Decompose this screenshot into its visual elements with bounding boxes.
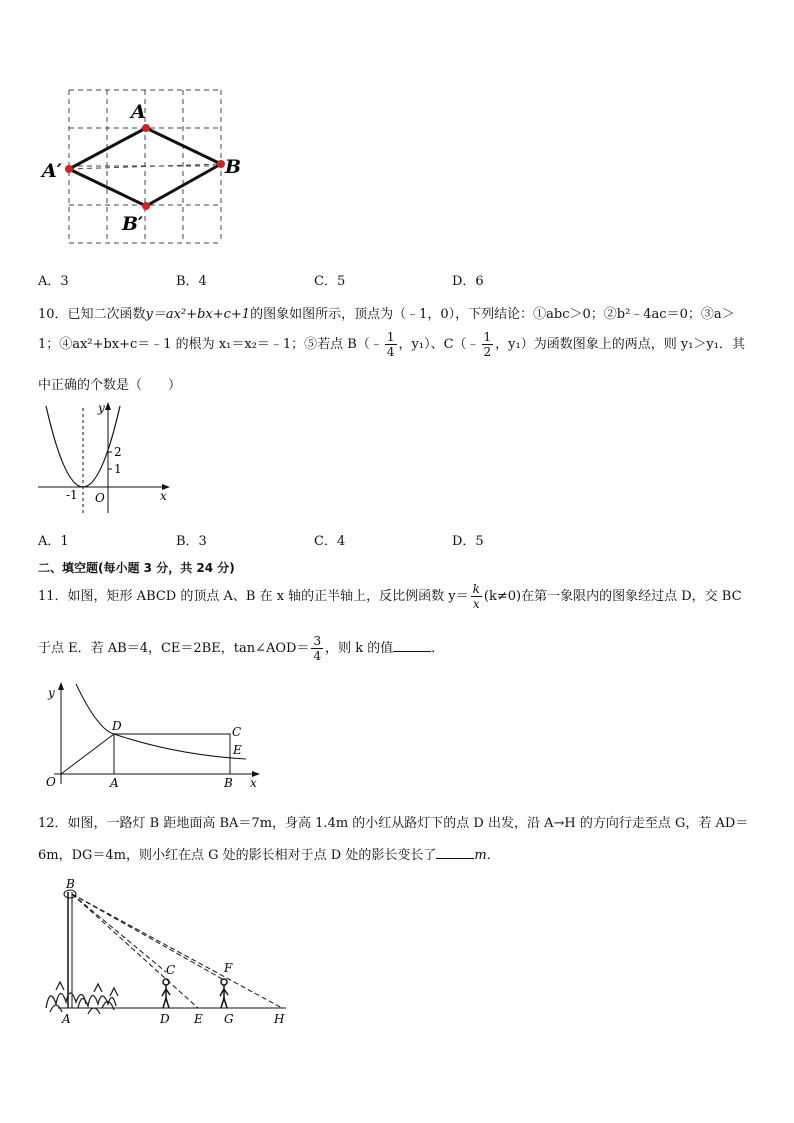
label-e: E bbox=[194, 1012, 203, 1026]
q9-option-a: A．3 bbox=[38, 274, 69, 289]
tick-2: 2 bbox=[114, 445, 122, 459]
point-a-prime bbox=[65, 165, 73, 173]
q10-option-a: A．1 bbox=[38, 534, 69, 549]
label-o: O bbox=[46, 775, 56, 789]
label-b: B bbox=[225, 156, 242, 178]
rhombus-figure bbox=[40, 88, 260, 248]
label-y: y bbox=[48, 686, 55, 700]
label-f: F bbox=[224, 961, 233, 975]
label-x: x bbox=[250, 776, 257, 790]
y-arrow bbox=[105, 402, 111, 410]
label-a: A bbox=[62, 1012, 71, 1026]
hyperbola-curve bbox=[76, 684, 246, 759]
q12-line1: 12．如图，一路灯 B 距地面高 BA＝7m，身高 1.4m 的小红从路灯下的点 D 出发，沿 A→H 的方向行走至点 G，若 AD＝ bbox=[38, 816, 749, 831]
bushes bbox=[46, 982, 118, 1014]
label-h: H bbox=[274, 1012, 285, 1026]
point-b bbox=[217, 160, 225, 168]
q12-answer-blank[interactable] bbox=[436, 846, 474, 859]
q9-option-c: C．5 bbox=[314, 274, 346, 289]
label-d: D bbox=[112, 719, 122, 733]
point-a bbox=[142, 124, 150, 132]
girl-at-d bbox=[162, 979, 170, 1008]
fraction-1-2: $\frac{1}{2}$ bbox=[483, 330, 492, 359]
q10-line3: 中正确的个数是（ ） bbox=[38, 378, 182, 393]
label-b-prime: B′ bbox=[122, 213, 144, 235]
fraction-3-4: $\frac{3}{4}$ bbox=[313, 634, 322, 663]
rectangle-figure bbox=[36, 680, 266, 790]
fraction-k-x: $\frac{k}{x}$ bbox=[472, 582, 480, 611]
girl-at-g bbox=[220, 979, 228, 1008]
q9-option-d: D．6 bbox=[452, 274, 484, 289]
q11-line1: 11．如图，矩形 ABCD 的顶点 A、B 在 x 轴的正半轴上，反比例函数 y＝ $\frac{k}{x}$ (k≠0)在第一象限内的图象经过点 D，交 BC bbox=[38, 582, 742, 611]
q9-option-b: B．4 bbox=[176, 274, 207, 289]
label-a: A bbox=[131, 101, 146, 123]
q10-option-c: C．4 bbox=[314, 534, 346, 549]
segment-od bbox=[61, 734, 114, 774]
q11-line2: 于点 E．若 AB＝4，CE＝2BE，tan∠AOD＝ $\frac{3}{4}$ ，则 k 的值 ． bbox=[38, 634, 445, 663]
q12-line2: 6m，DG＝4m，则小红在点 G 处的影长相对于点 D 处的影长变长了 m． bbox=[38, 848, 500, 863]
label-d: D bbox=[160, 1012, 170, 1026]
q10-option-b: B．3 bbox=[176, 534, 207, 549]
label-g: G bbox=[224, 1012, 234, 1026]
label-y: y bbox=[98, 401, 105, 415]
tick-1: 1 bbox=[114, 462, 122, 476]
point-b-prime bbox=[142, 202, 150, 210]
section-heading: 二、填空题(每小题 3 分，共 24 分) bbox=[38, 561, 235, 575]
q10-line2: 1；④ax²+bx+c＝﹣1 的根为 x₁＝x₂＝﹣1；⑤若点 B（﹣ $\frac{1}{4}$ ，y₁）、C（﹣ $\frac{1}{2}$ ，y₁）为函数图象上的两点，则 y₁＞y₁．其 bbox=[38, 330, 745, 359]
q10-line1: 10．已知二次函数y＝ax²+bx+c+1的图象如图所示，顶点为（﹣1，0），下列结论：①abc＞0；②b²﹣4ac＝0；③a＞ bbox=[38, 307, 735, 322]
label-c: C bbox=[232, 725, 242, 739]
label-x: x bbox=[160, 489, 167, 503]
shadow-ray-e bbox=[72, 894, 198, 1008]
q11-answer-blank[interactable] bbox=[393, 639, 431, 652]
lamp-head bbox=[64, 890, 76, 898]
fraction-1-4: $\frac{1}{4}$ bbox=[386, 330, 395, 359]
label-e: E bbox=[233, 743, 242, 757]
q10-option-d: D．5 bbox=[452, 534, 484, 549]
parabola-figure bbox=[36, 398, 176, 518]
shadow-ray-h bbox=[72, 894, 282, 1008]
label-c: C bbox=[166, 963, 176, 977]
label-b: B bbox=[224, 776, 233, 790]
label-b: B bbox=[66, 877, 75, 891]
tick-neg1: -1 bbox=[66, 488, 78, 502]
label-a-prime: A′ bbox=[42, 160, 62, 182]
label-a: A bbox=[110, 776, 119, 790]
label-origin: O bbox=[95, 491, 105, 505]
streetlamp-figure bbox=[38, 872, 298, 1030]
